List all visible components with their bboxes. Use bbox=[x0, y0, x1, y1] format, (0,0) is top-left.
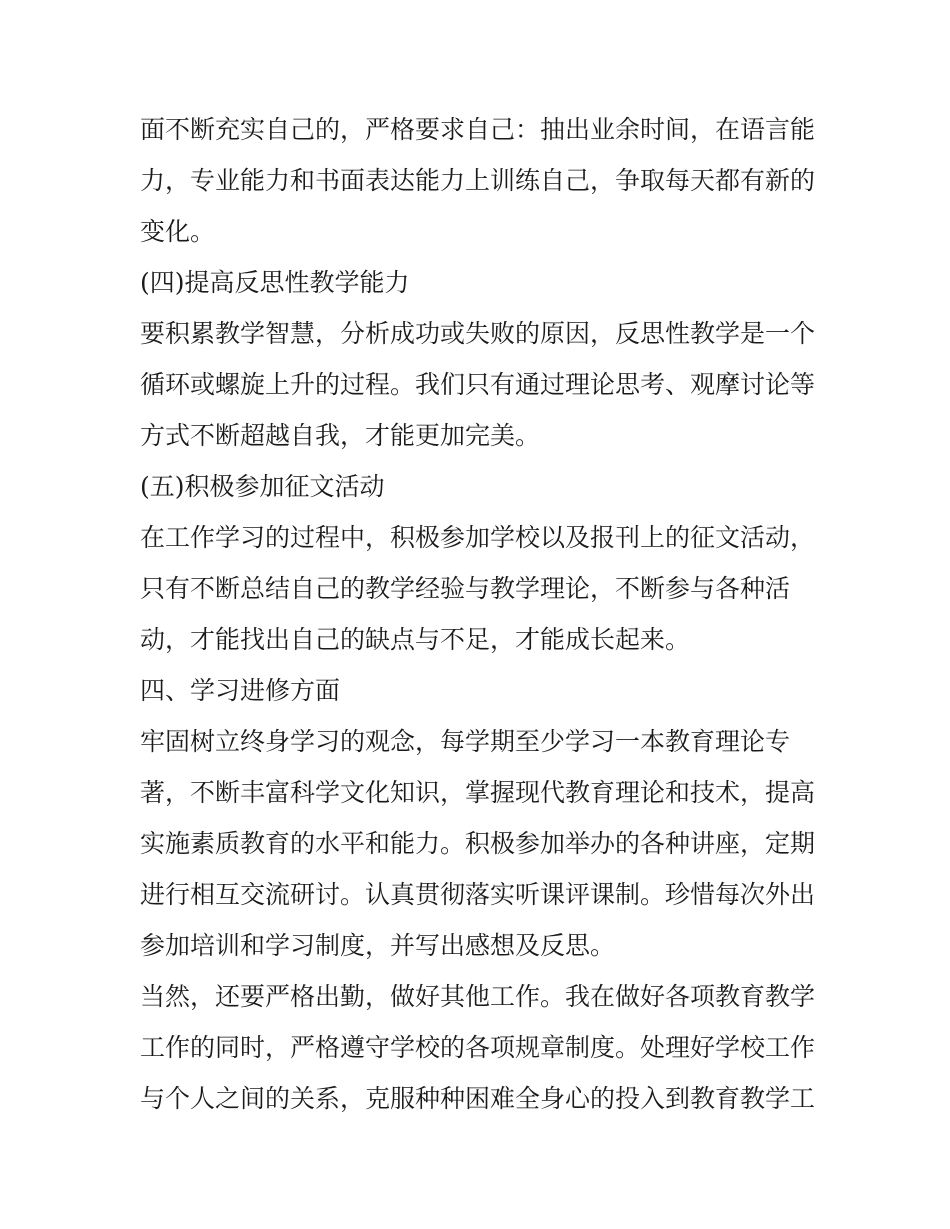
text-line: 工作的同时，严格遵守学校的各项规章制度。处理好学校工作 bbox=[140, 1033, 816, 1062]
text-line: 参加培训和学习制度，并写出感想及反思。 bbox=[140, 931, 616, 960]
text-line: 方式不断超越自我，才能更加完美。 bbox=[140, 421, 541, 450]
section-heading: (四)提高反思性教学能力 bbox=[140, 268, 410, 297]
section-heading: (五)积极参加征文活动 bbox=[140, 472, 385, 501]
text-line: 动，才能找出自己的缺点与不足，才能成长起来。 bbox=[140, 625, 691, 654]
text-line: 循环或螺旋上升的过程。我们只有通过理论思考、观摩讨论等 bbox=[140, 370, 816, 399]
text-line: 牢固树立终身学习的观念，每学期至少学习一本教育理论专 bbox=[140, 727, 791, 756]
text-line: 著，不断丰富科学文化知识，掌握现代教育理论和技术，提高 bbox=[140, 778, 816, 807]
text-line: 当然，还要严格出勤，做好其他工作。我在做好各项教育教学 bbox=[140, 982, 816, 1011]
document-body bbox=[140, 104, 820, 1124]
text-line: 进行相互交流研讨。认真贯彻落实听课评课制。珍惜每次外出 bbox=[140, 880, 816, 909]
text-line: 只有不断总结自己的教学经验与教学理论，不断参与各种活 bbox=[140, 574, 791, 603]
section-heading: 四、学习进修方面 bbox=[140, 676, 341, 705]
text-line: 与个人之间的关系，克服种种困难全身心的投入到教育教学工 bbox=[140, 1084, 816, 1113]
text-line: 面不断充实自己的，严格要求自己：抽出业余时间，在语言能 bbox=[140, 115, 816, 144]
text-line: 变化。 bbox=[140, 217, 216, 246]
text-line: 要积累教学智慧，分析成功或失败的原因，反思性教学是一个 bbox=[140, 319, 816, 348]
text-line: 实施素质教育的水平和能力。积极参加举办的各种讲座，定期 bbox=[140, 829, 816, 858]
text-line: 在工作学习的过程中，积极参加学校以及报刊上的征文活动， bbox=[140, 523, 816, 552]
text-line: 力，专业能力和书面表达能力上训练自己，争取每天都有新的 bbox=[140, 166, 816, 195]
